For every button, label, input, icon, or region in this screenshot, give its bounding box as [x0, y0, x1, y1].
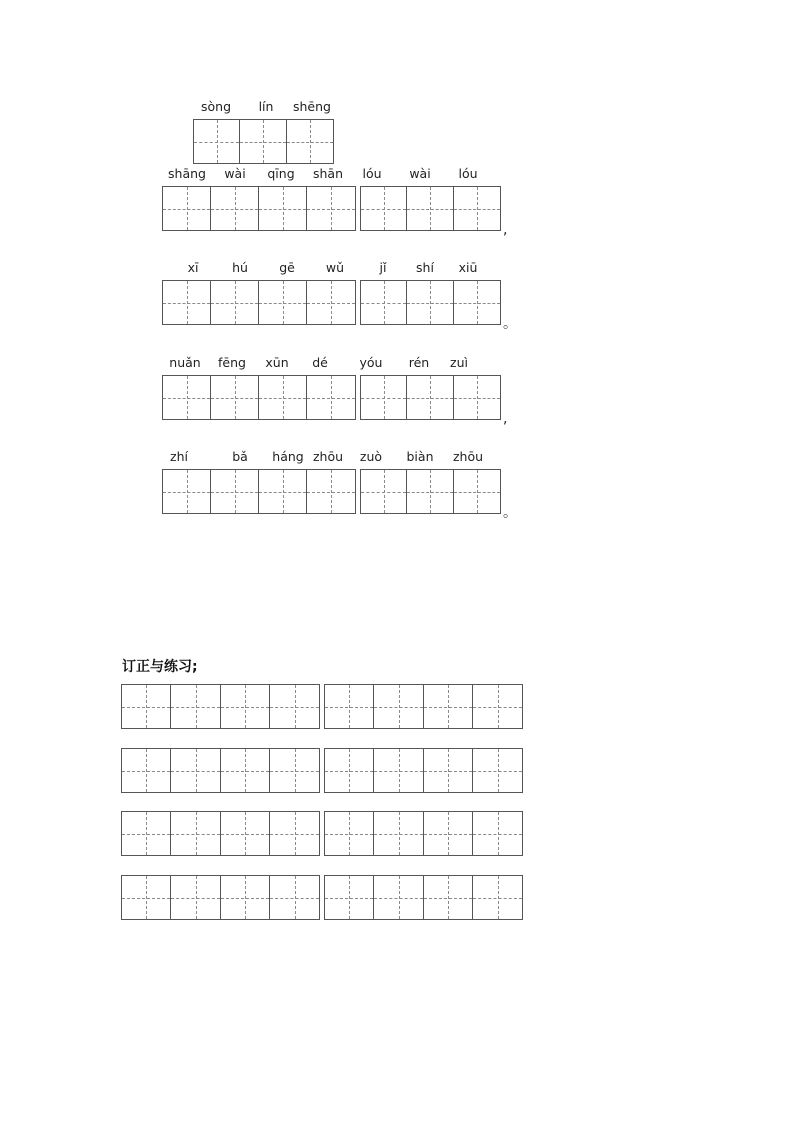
- writing-cell[interactable]: [374, 876, 424, 919]
- pinyin: rén: [408, 355, 430, 370]
- writing-box-group: [121, 684, 320, 729]
- writing-cell[interactable]: [163, 470, 211, 513]
- poem-line-2: [162, 260, 517, 332]
- pinyin: zuò: [359, 449, 383, 464]
- poem-line-1: [162, 166, 508, 238]
- writing-cell[interactable]: [122, 749, 171, 792]
- pinyin: shāng: [168, 166, 206, 181]
- pinyin: zhí: [170, 449, 188, 464]
- pinyin: hú: [232, 260, 248, 275]
- writing-cell[interactable]: [424, 685, 473, 728]
- title-pinyin-row: [193, 99, 337, 119]
- writing-cell[interactable]: [221, 685, 270, 728]
- writing-cell[interactable]: [221, 876, 270, 919]
- writing-cell[interactable]: [307, 187, 355, 230]
- writing-cell[interactable]: [424, 749, 473, 792]
- pinyin: shān: [312, 166, 344, 181]
- pinyin: lóu: [362, 166, 382, 181]
- writing-grid: [162, 469, 517, 521]
- writing-cell[interactable]: [325, 812, 374, 855]
- writing-cell[interactable]: [407, 187, 454, 230]
- pinyin: fēng: [218, 355, 246, 370]
- pinyin: zhōu: [312, 449, 344, 464]
- writing-cell[interactable]: [221, 749, 270, 792]
- pinyin: wài: [409, 166, 431, 181]
- writing-cell[interactable]: [407, 376, 454, 419]
- pinyin: jǐ: [379, 260, 387, 275]
- writing-cell[interactable]: [270, 812, 319, 855]
- writing-cell[interactable]: [424, 876, 473, 919]
- pinyin: sòng: [200, 99, 232, 114]
- writing-cell[interactable]: [454, 281, 500, 324]
- practice-row: [121, 875, 523, 920]
- writing-cell[interactable]: [171, 749, 221, 792]
- writing-box-group: [360, 469, 501, 514]
- writing-cell[interactable]: [240, 120, 287, 163]
- writing-grid: [162, 280, 517, 332]
- pinyin: nuǎn: [169, 355, 201, 370]
- writing-cell[interactable]: [122, 876, 171, 919]
- writing-box-group: [324, 811, 523, 856]
- writing-cell[interactable]: [221, 812, 270, 855]
- writing-cell[interactable]: [259, 281, 307, 324]
- writing-cell[interactable]: [171, 685, 221, 728]
- writing-cell[interactable]: [270, 685, 319, 728]
- writing-cell[interactable]: [211, 187, 259, 230]
- pinyin: xī: [187, 260, 199, 275]
- writing-cell[interactable]: [473, 749, 522, 792]
- pinyin-row: [162, 355, 506, 375]
- pinyin: wài: [224, 166, 246, 181]
- writing-cell[interactable]: [361, 376, 407, 419]
- writing-box-group: [360, 186, 501, 231]
- poem-line-4: [162, 449, 517, 521]
- writing-box-group: [360, 280, 501, 325]
- pinyin: shēng: [293, 99, 331, 114]
- pinyin: xūn: [265, 355, 289, 370]
- writing-box-group: [162, 280, 356, 325]
- writing-box-group: [360, 375, 501, 420]
- pinyin: xiū: [458, 260, 478, 275]
- writing-cell[interactable]: [270, 749, 319, 792]
- writing-cell[interactable]: [259, 470, 307, 513]
- pinyin: qīng: [267, 166, 295, 181]
- title-block: [193, 99, 337, 164]
- writing-grid: [162, 375, 508, 427]
- writing-cell[interactable]: [374, 812, 424, 855]
- writing-cell[interactable]: [454, 187, 500, 230]
- writing-cell[interactable]: [171, 876, 221, 919]
- pinyin: bǎ: [232, 449, 248, 464]
- writing-cell[interactable]: [307, 376, 355, 419]
- pinyin: biàn: [406, 449, 434, 464]
- writing-cell[interactable]: [259, 187, 307, 230]
- writing-cell[interactable]: [361, 281, 407, 324]
- writing-box-group: [324, 875, 523, 920]
- writing-box-group: [121, 811, 320, 856]
- writing-cell[interactable]: [211, 376, 259, 419]
- pinyin-row: [162, 166, 506, 186]
- writing-cell[interactable]: [194, 120, 240, 163]
- practice-row: [121, 748, 523, 793]
- writing-cell[interactable]: [374, 749, 424, 792]
- writing-cell[interactable]: [325, 876, 374, 919]
- writing-cell[interactable]: [287, 120, 333, 163]
- punctuation-mark: 。: [503, 316, 517, 332]
- writing-cell[interactable]: [163, 187, 211, 230]
- writing-cell[interactable]: [473, 812, 522, 855]
- writing-cell[interactable]: [374, 685, 424, 728]
- writing-cell[interactable]: [259, 376, 307, 419]
- writing-cell[interactable]: [270, 876, 319, 919]
- writing-box-group: [121, 748, 320, 793]
- writing-cell[interactable]: [361, 187, 407, 230]
- writing-box-group: [324, 684, 523, 729]
- writing-cell[interactable]: [473, 685, 522, 728]
- writing-cell[interactable]: [407, 281, 454, 324]
- pinyin: zhōu: [452, 449, 484, 464]
- punctuation-mark: ,: [503, 222, 508, 238]
- pinyin: zuì: [450, 355, 468, 370]
- punctuation-mark: 。: [503, 505, 517, 521]
- pinyin: wǔ: [325, 260, 345, 275]
- writing-cell[interactable]: [473, 876, 522, 919]
- pinyin: lóu: [458, 166, 478, 181]
- writing-cell[interactable]: [307, 281, 355, 324]
- title-grid: [193, 119, 337, 164]
- pinyin-row: [162, 260, 506, 280]
- writing-cell[interactable]: [307, 470, 355, 513]
- writing-cell[interactable]: [424, 812, 473, 855]
- writing-cell[interactable]: [122, 812, 171, 855]
- writing-cell[interactable]: [122, 685, 171, 728]
- writing-cell[interactable]: [361, 470, 407, 513]
- writing-grid: [162, 186, 508, 238]
- writing-cell[interactable]: [325, 749, 374, 792]
- writing-cell[interactable]: [325, 685, 374, 728]
- pinyin: háng: [272, 449, 304, 464]
- writing-box-group: [162, 469, 356, 514]
- writing-box-group: [162, 186, 356, 231]
- writing-cell[interactable]: [454, 470, 500, 513]
- writing-cell[interactable]: [171, 812, 221, 855]
- pinyin: dé: [312, 355, 328, 370]
- pinyin: yóu: [359, 355, 383, 370]
- practice-row: [121, 811, 523, 856]
- punctuation-mark: ,: [503, 411, 508, 427]
- pinyin: shí: [416, 260, 434, 275]
- practice-row: [121, 684, 523, 729]
- writing-cell[interactable]: [163, 281, 211, 324]
- writing-box-group: [324, 748, 523, 793]
- writing-cell[interactable]: [454, 376, 500, 419]
- writing-box-group: [193, 119, 334, 164]
- pinyin-row: [162, 449, 506, 469]
- writing-cell[interactable]: [407, 470, 454, 513]
- writing-box-group: [162, 375, 356, 420]
- writing-box-group: [121, 875, 320, 920]
- pinyin: lín: [258, 99, 274, 114]
- writing-cell[interactable]: [163, 376, 211, 419]
- pinyin: gē: [279, 260, 295, 275]
- writing-cell[interactable]: [211, 281, 259, 324]
- poem-line-3: [162, 355, 508, 427]
- writing-cell[interactable]: [211, 470, 259, 513]
- correction-section-title: 订正与练习;: [122, 659, 198, 675]
